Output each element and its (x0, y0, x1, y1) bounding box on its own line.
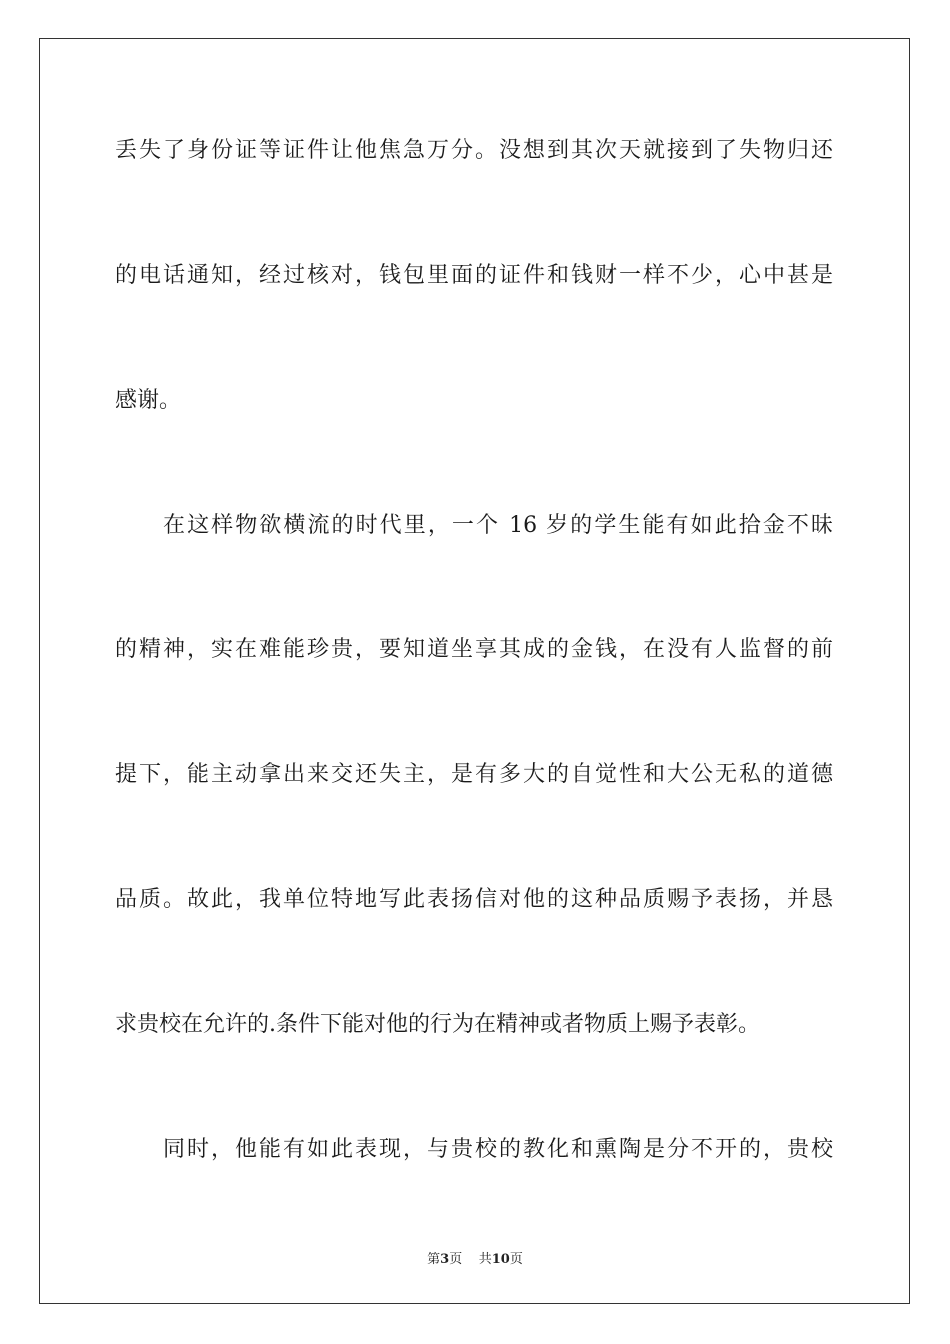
page-border (39, 38, 910, 1304)
paragraph-line: 同时，他能有如此表现，与贵校的教化和熏陶是分不开的，贵校 (163, 1137, 833, 1162)
paragraph-line: 在这样物欲横流的时代里，一个 16 岁的学生能有如此拾金不昧 (163, 513, 833, 538)
paragraph-line: 品质。故此，我单位特地写此表扬信对他的这种品质赐予表扬，并恳 (115, 887, 833, 912)
total-pages: 10 (491, 1252, 510, 1267)
paragraph-line: 的精神，实在难能珍贵，要知道坐享其成的金钱，在没有人监督的前 (115, 637, 833, 662)
paragraph-line: 求贵校在允许的.条件下能对他的行为在精神或者物质上赐予表彰。 (115, 1012, 760, 1037)
page-footer (0, 1248, 950, 1267)
page-number: 3 (440, 1252, 450, 1267)
page-prefix: 第 (427, 1252, 441, 1267)
total-prefix: 共 (478, 1252, 492, 1267)
page-suffix: 页 (449, 1252, 463, 1267)
paragraph-line: 丢失了身份证等证件让他焦急万分。没想到其次天就接到了失物归还 (115, 138, 833, 163)
total-suffix: 页 (509, 1252, 523, 1267)
paragraph-line: 的电话通知，经过核对，钱包里面的证件和钱财一样不少，心中甚是 (115, 263, 833, 288)
paragraph-line: 提下，能主动拿出来交还失主，是有多大的自觉性和大公无私的道德 (115, 762, 833, 787)
paragraph-line: 感谢。 (115, 388, 182, 413)
